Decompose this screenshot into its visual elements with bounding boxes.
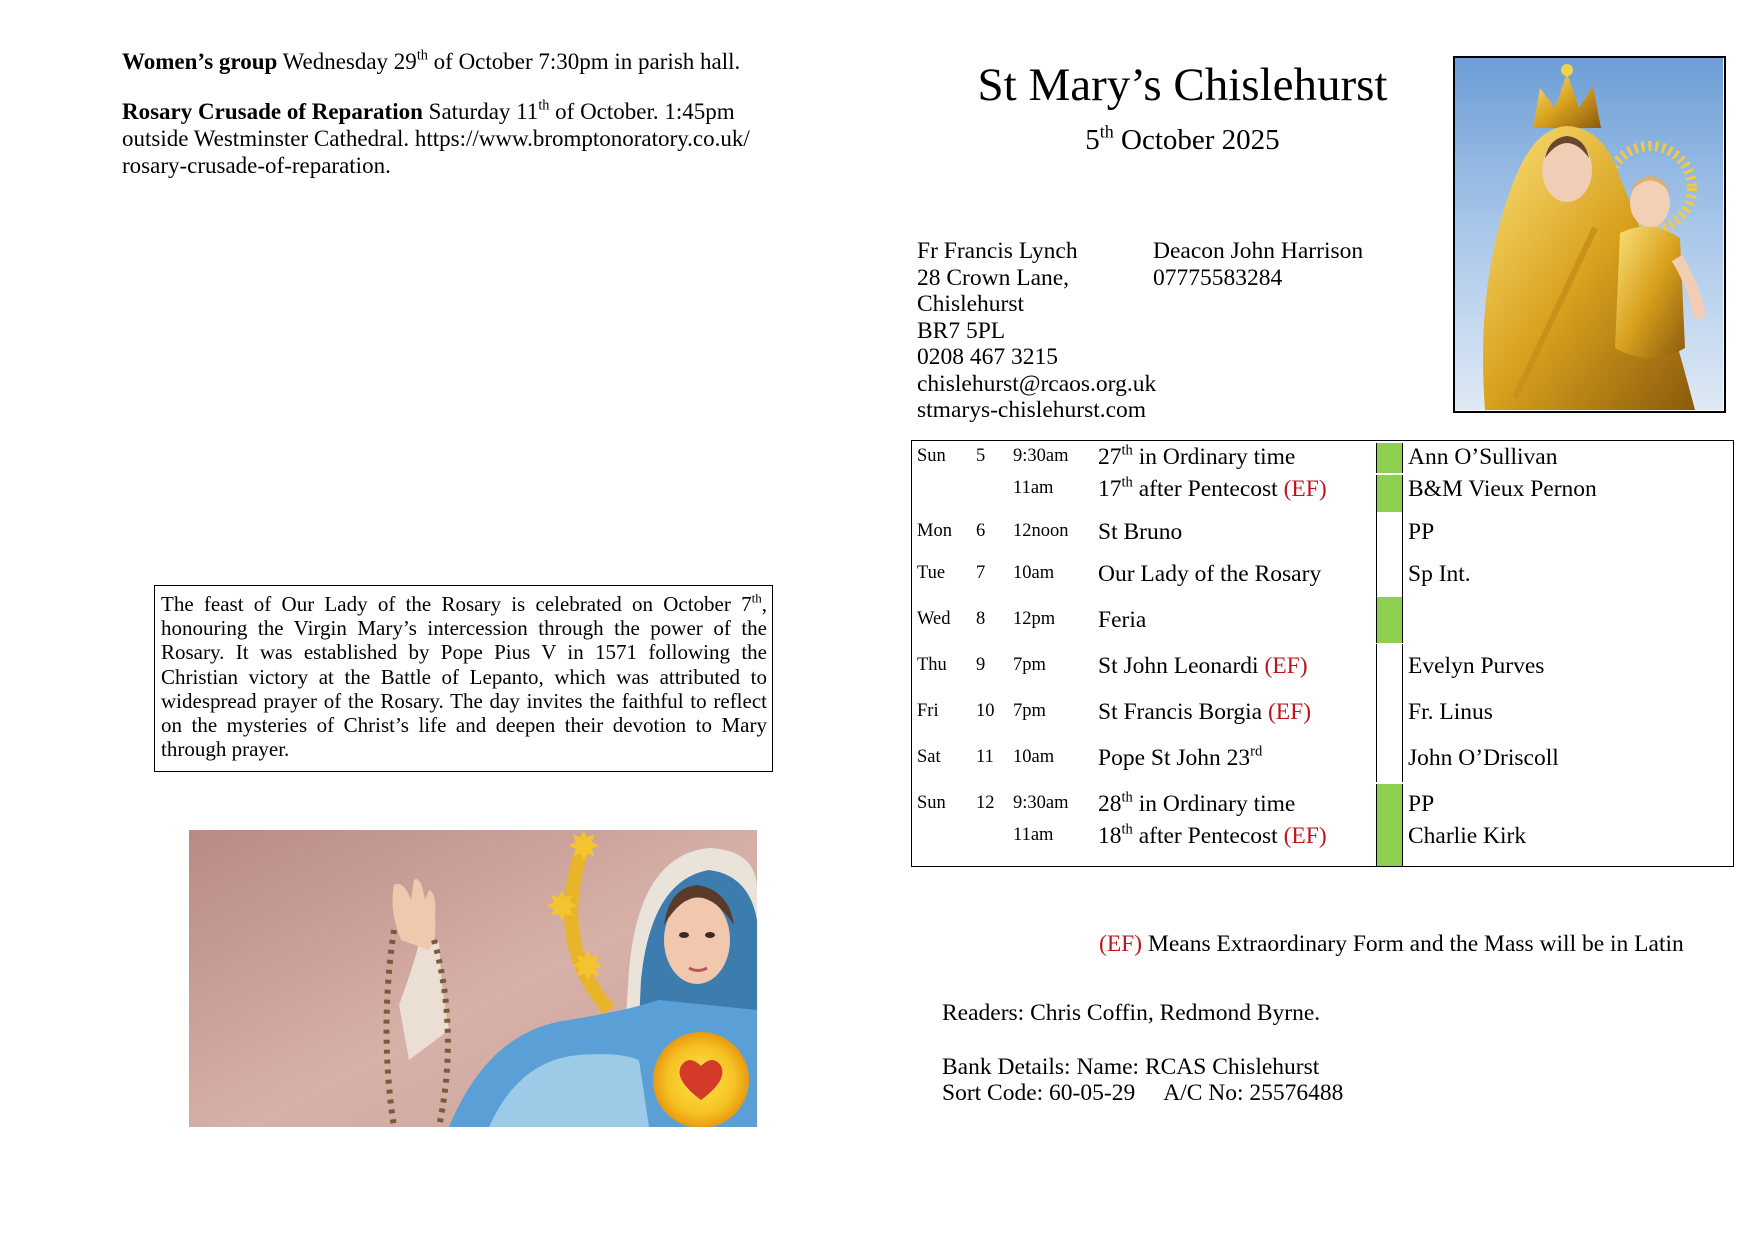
liturgical-colour-swatch bbox=[1376, 443, 1403, 473]
schedule-feast: 17th after Pentecost (EF) bbox=[1098, 474, 1327, 502]
schedule-feast: St Bruno bbox=[1098, 519, 1183, 545]
schedule-date: 6 bbox=[976, 521, 986, 541]
schedule-intention: Evelyn Purves bbox=[1408, 653, 1545, 679]
schedule-feast: Our Lady of the Rosary bbox=[1098, 561, 1322, 587]
schedule-feast: Pope St John 23rd bbox=[1098, 743, 1263, 771]
schedule-feast: St Francis Borgia (EF) bbox=[1098, 699, 1312, 725]
schedule-time: 9:30am bbox=[1013, 446, 1069, 466]
schedule-day: Fri bbox=[917, 701, 939, 721]
schedule-intention: Sp Int. bbox=[1408, 561, 1471, 587]
liturgical-colour-swatch bbox=[1376, 554, 1403, 597]
schedule-intention: PP bbox=[1408, 791, 1435, 817]
schedule-feast: 18th after Pentecost (EF) bbox=[1098, 821, 1327, 849]
svg-text:✸: ✸ bbox=[567, 830, 601, 869]
liturgical-colour-swatch bbox=[1376, 784, 1403, 816]
schedule-time: 12pm bbox=[1013, 609, 1056, 629]
schedule-intention: B&M Vieux Pernon bbox=[1408, 476, 1597, 502]
priest-contact bbox=[917, 238, 1156, 424]
womens-group-notice: Women’s group Wednesday 29th of October 7:30pm in parish hall. bbox=[122, 47, 741, 74]
schedule-time: 7pm bbox=[1013, 655, 1046, 675]
schedule-time: 9:30am bbox=[1013, 793, 1069, 813]
liturgical-colour-swatch bbox=[1376, 644, 1403, 690]
mass-schedule-table bbox=[911, 440, 1734, 867]
schedule-intention: John O’Driscoll bbox=[1408, 745, 1559, 771]
schedule-time: 11am bbox=[1013, 478, 1054, 498]
schedule-date: 5 bbox=[976, 446, 986, 466]
deacon-contact bbox=[1153, 238, 1363, 291]
bulletin-date: 5th October 2025 bbox=[1085, 121, 1280, 156]
liturgical-colour-swatch bbox=[1376, 736, 1403, 782]
mary-statue-illustration bbox=[189, 830, 757, 1127]
schedule-intention: PP bbox=[1408, 519, 1435, 545]
schedule-time: 10am bbox=[1013, 563, 1055, 583]
schedule-day: Sat bbox=[917, 747, 941, 767]
address-street: 28 Crown Lane, bbox=[917, 264, 1070, 291]
svg-text:✸: ✸ bbox=[571, 944, 605, 989]
schedule-feast: 28th in Ordinary time bbox=[1098, 789, 1296, 817]
deacon-name: Deacon John Harrison bbox=[1153, 238, 1364, 264]
schedule-date: 10 bbox=[976, 701, 995, 721]
our-lady-rosary-photo bbox=[189, 830, 757, 1127]
priest-name: Fr Francis Lynch bbox=[917, 238, 1078, 264]
madonna-and-child-illustration bbox=[1455, 58, 1723, 410]
feast-description-box: The feast of Our Lady of the Rosary is celebrated on October 7th, honouring the Virgin Mary’s intercession through the power of the Rosary. It was established by Pope Pius V in 1571 following the Christian victory at the Battle of Lepanto, which was attributed to widespread prayer of the Rosary. The day invites the faithful to reflect on the mysteries of Christ’s life and deepen their devotion to Mary through prayer. bbox=[154, 585, 773, 772]
schedule-day: Sun bbox=[917, 793, 946, 813]
phone-number: 0208 467 3215 bbox=[917, 344, 1058, 370]
schedule-feast: Feria bbox=[1098, 607, 1147, 633]
parish-notices bbox=[122, 48, 822, 202]
schedule-date: 8 bbox=[976, 609, 986, 629]
schedule-intention: Ann O’Sullivan bbox=[1408, 444, 1558, 470]
page-title: St Mary’s Chislehurst bbox=[977, 59, 1388, 111]
madonna-statue-photo bbox=[1453, 56, 1726, 413]
schedule-intention: Charlie Kirk bbox=[1408, 823, 1527, 849]
svg-text:✸: ✸ bbox=[545, 884, 579, 929]
liturgical-colour-swatch bbox=[1376, 512, 1403, 554]
schedule-intention: Fr. Linus bbox=[1408, 699, 1493, 725]
schedule-date: 12 bbox=[976, 793, 995, 813]
schedule-date: 9 bbox=[976, 655, 986, 675]
liturgical-colour-swatch bbox=[1376, 475, 1403, 516]
readers-line: Readers: Chris Coffin, Redmond Byrne. bbox=[942, 1000, 1321, 1026]
schedule-time: 10am bbox=[1013, 747, 1055, 767]
schedule-day: Sun bbox=[917, 446, 946, 466]
schedule-time: 7pm bbox=[1013, 701, 1046, 721]
deacon-phone: 07775583284 bbox=[1153, 264, 1283, 291]
bank-name-line: Bank Details: Name: RCAS Chislehurst bbox=[942, 1054, 1320, 1080]
liturgical-colour-swatch bbox=[1376, 690, 1403, 736]
bank-codes-line: Sort Code: 60-05-29 A/C No: 25576488 bbox=[942, 1080, 1344, 1106]
email-address: chislehurst@rcaos.org.uk bbox=[917, 370, 1157, 397]
rosary-crusade-notice: Rosary Crusade of Reparation Saturday 11th of October. 1:45pm outside Westminster Cathedral. https://www.bromptonoratory.co.uk/ rosary-crusade-of-reparation. bbox=[122, 97, 750, 178]
liturgical-colour-swatch bbox=[1376, 816, 1403, 866]
schedule-day: Wed bbox=[917, 609, 951, 629]
website: stmarys-chislehurst.com bbox=[917, 397, 1147, 423]
schedule-time: 11am bbox=[1013, 825, 1054, 845]
schedule-day: Thu bbox=[917, 655, 947, 675]
schedule-feast: St John Leonardi (EF) bbox=[1098, 653, 1308, 679]
address-postcode: BR7 5PL bbox=[917, 317, 1006, 344]
schedule-date: 11 bbox=[976, 747, 994, 767]
schedule-feast: 27th in Ordinary time bbox=[1098, 442, 1296, 470]
schedule-day: Tue bbox=[917, 563, 946, 583]
ef-explanation: (EF) Means Extraordinary Form and the Mass will be in Latin bbox=[1099, 931, 1684, 957]
bank-details bbox=[942, 1054, 1343, 1106]
liturgical-colour-swatch bbox=[1376, 597, 1403, 643]
schedule-time: 12noon bbox=[1013, 521, 1069, 541]
schedule-day: Mon bbox=[917, 521, 952, 541]
address-town: Chislehurst bbox=[917, 291, 1025, 317]
schedule-date: 7 bbox=[976, 563, 986, 583]
